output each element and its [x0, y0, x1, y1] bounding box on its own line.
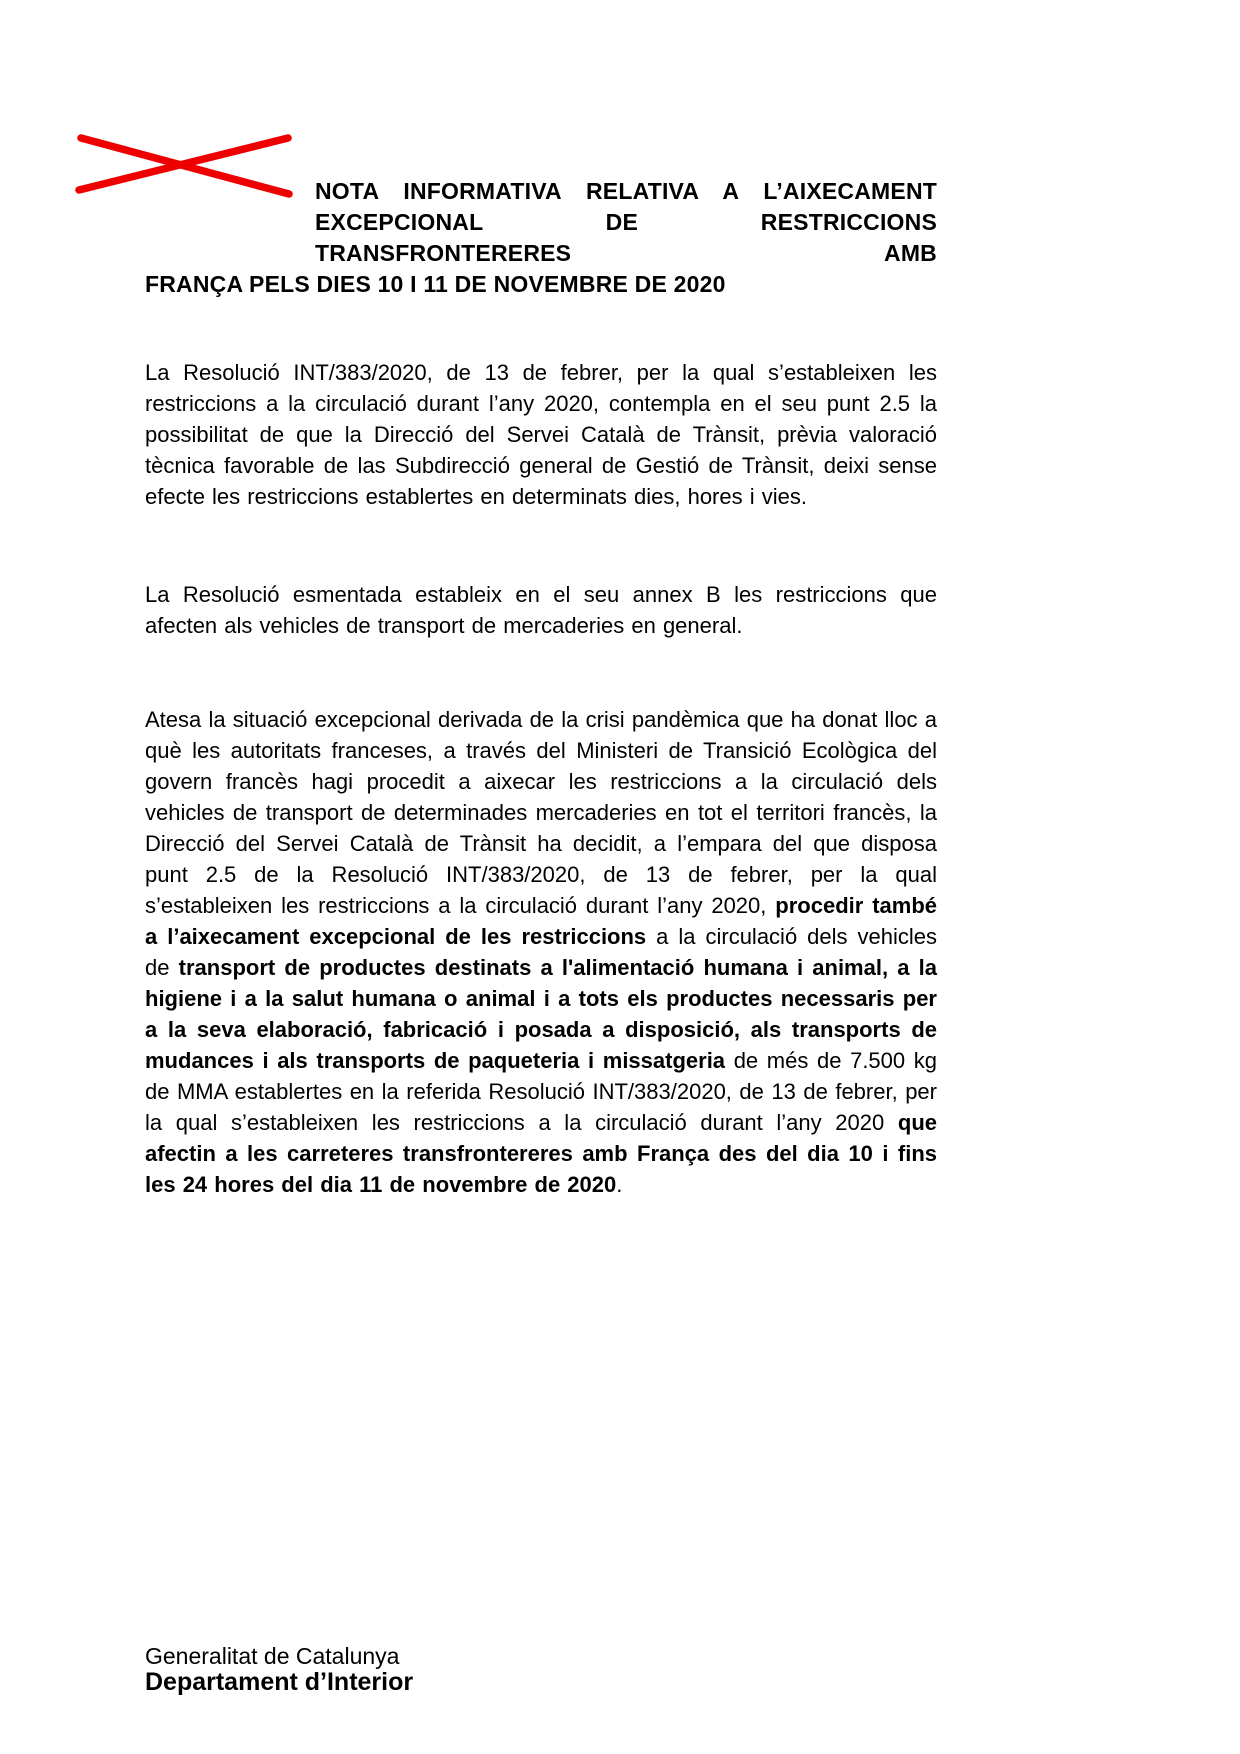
footer-department-name: Departament d’Interior	[145, 1668, 414, 1696]
footer-letterhead	[145, 1643, 413, 1696]
paragraph-decision: Atesa la situació excepcional derivada de la crisi pandèmica que ha donat lloc a què les autoritats franceses, a través del Ministeri de Transició Ecològica del govern francès hagi procedit a aixecar les restriccions a la circulació dels vehicles de transport de determinades mercaderies en tot el territori francès, la Direcció del Servei Català de Trànsit ha decidit, a l’empara del que disposa punt 2.5 de la Resolució INT/383/2020, de 13 de febrer, per la qual s’estableixen les restriccions a la circulació durant l’any 2020, procedir també a l’aixecament excepcional de les restriccions a la circulació dels vehicles de transport de productes destinats a l'alimentació humana i animal, a la higiene i a la salut humana o animal i a tots els productes necessaris per a la seva elaboració, fabricació i posada a disposició, als transports de mudances i als transports de paqueteria i missatgeria de més de 7.500 kg de MMA establertes en la referida Resolució INT/383/2020, de 13 de febrer, per la qual s’estableixen les restriccions a la circulació durant l’any 2020 que afectin a les carreteres transfrontereres amb França des del dia 10 i fins les 24 hores del dia 11 de novembre de 2020.	[145, 707, 938, 1197]
title-line-2: EXCEPCIONAL DE RESTRICCIONS TRANSFRONTERERES AMB	[315, 209, 937, 266]
crossed-out-logo-mark	[70, 126, 298, 204]
document-content	[0, 176, 1240, 1200]
title-line-3: FRANÇA PELS DIES 10 I 11 DE NOVEMBRE DE 2020	[145, 271, 726, 297]
paragraph-resolution-intro: La Resolució INT/383/2020, de 13 de febrer, per la qual s’estableixen les restriccions a la circulació durant l’any 2020, contempla en el seu punt 2.5 la possibilitat de que la Direcció del Servei Català de Trànsit, prèvia valoració tècnica favorable de las Subdirecció general de Gestió de Trànsit, deixi sense efecte les restriccions establertes en determinats dies, hores i vies.	[145, 360, 937, 509]
red-x-icon	[70, 126, 298, 204]
footer-org-name: Generalitat de Catalunya	[145, 1643, 400, 1669]
title-line-1: NOTA INFORMATIVA RELATIVA A L’AIXECAMENT	[315, 178, 937, 204]
paragraph-annex-b: La Resolució esmentada estableix en el seu annex B les restriccions que afecten als vehicles de transport de mercaderies en general.	[145, 582, 937, 638]
